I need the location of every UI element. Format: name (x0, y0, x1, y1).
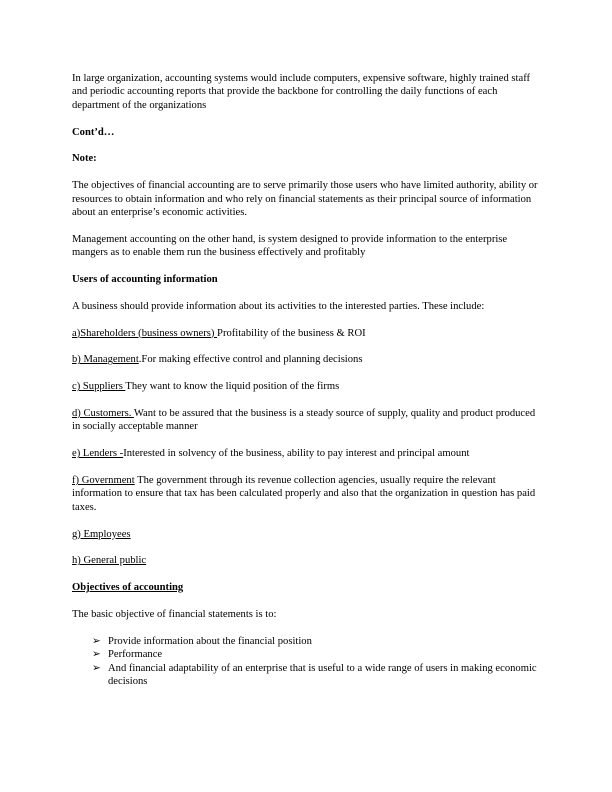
user-text: The government through its revenue collection agencies, usually require the relevant information to ensure that tax has been calculated properly and also that the organization in question has paid taxes. (72, 475, 536, 513)
list-item-text: Performance (108, 649, 163, 661)
list-item-text: Provide information about the financial position (108, 635, 312, 647)
user-text: Interested in solvency of the business, ability to pay interest and principal amount (123, 448, 470, 460)
users-intro: A business should provide information about its activities to the interested parties. These include: (72, 300, 485, 312)
objectives-list (72, 635, 542, 689)
intro-paragraph: In large organization, accounting systems would include computers, expensive software, highly trained staff and periodic accounting reports that provide the backbone for controlling the daily functions of each department of the organizations (72, 73, 531, 111)
user-item-management (72, 353, 542, 366)
contd-label: Cont’d… (72, 126, 115, 138)
objectives-heading: Objectives of accounting (72, 582, 184, 594)
user-label: d) Customers. (72, 408, 134, 419)
user-label: b) Management (72, 354, 139, 366)
objectives-paragraph: The objectives of financial accounting are to serve primarily those users who have limited authority, ability or resources to obtain information and who rely on financial statements as their principal source of information about an enterprise’s economic activities. (72, 180, 538, 219)
user-item-lenders (72, 447, 542, 460)
user-item-government (72, 474, 542, 514)
arrow-bullet-icon: ➢ (92, 649, 101, 661)
user-label: h) General public (72, 555, 147, 567)
user-item-customers (72, 407, 542, 434)
user-label: c) Suppliers (72, 381, 126, 393)
list-item (92, 648, 542, 661)
management-paragraph: Management accounting on the other hand, is system designed to provide information to the enterprise mangers as to enable them run the business effectively and profitably (72, 233, 508, 259)
user-label: f) Government (72, 475, 135, 486)
arrow-bullet-icon: ➢ (92, 662, 101, 674)
user-label: g) Employees (72, 528, 131, 540)
users-heading: Users of accounting information (72, 274, 218, 286)
list-item (92, 635, 542, 648)
user-label: a)Shareholders (business owners) (72, 327, 218, 339)
user-text: They want to know the liquid position of the firms (125, 381, 340, 393)
objectives-intro: The basic objective of financial statements is to: (72, 609, 277, 620)
user-text: Profitability of the business & ROI (217, 327, 366, 339)
user-text: Want to be assured that the business is a steady source of supply, quality and product produced in socially acceptable manner (72, 408, 536, 433)
note-label: Note: (72, 153, 97, 165)
list-item (92, 662, 542, 689)
list-item-text: And financial adaptability of an enterprise that is useful to a wide range of users in making economic decisions (108, 662, 537, 688)
user-label: e) Lenders - (72, 448, 124, 460)
user-text: .For making effective control and planning decisions (138, 354, 363, 366)
user-item-suppliers (72, 380, 542, 393)
user-item-shareholders (72, 327, 542, 340)
user-item-general-public (72, 554, 542, 567)
user-item-employees (72, 528, 542, 541)
arrow-bullet-icon: ➢ (92, 635, 101, 647)
document-page (72, 72, 542, 688)
